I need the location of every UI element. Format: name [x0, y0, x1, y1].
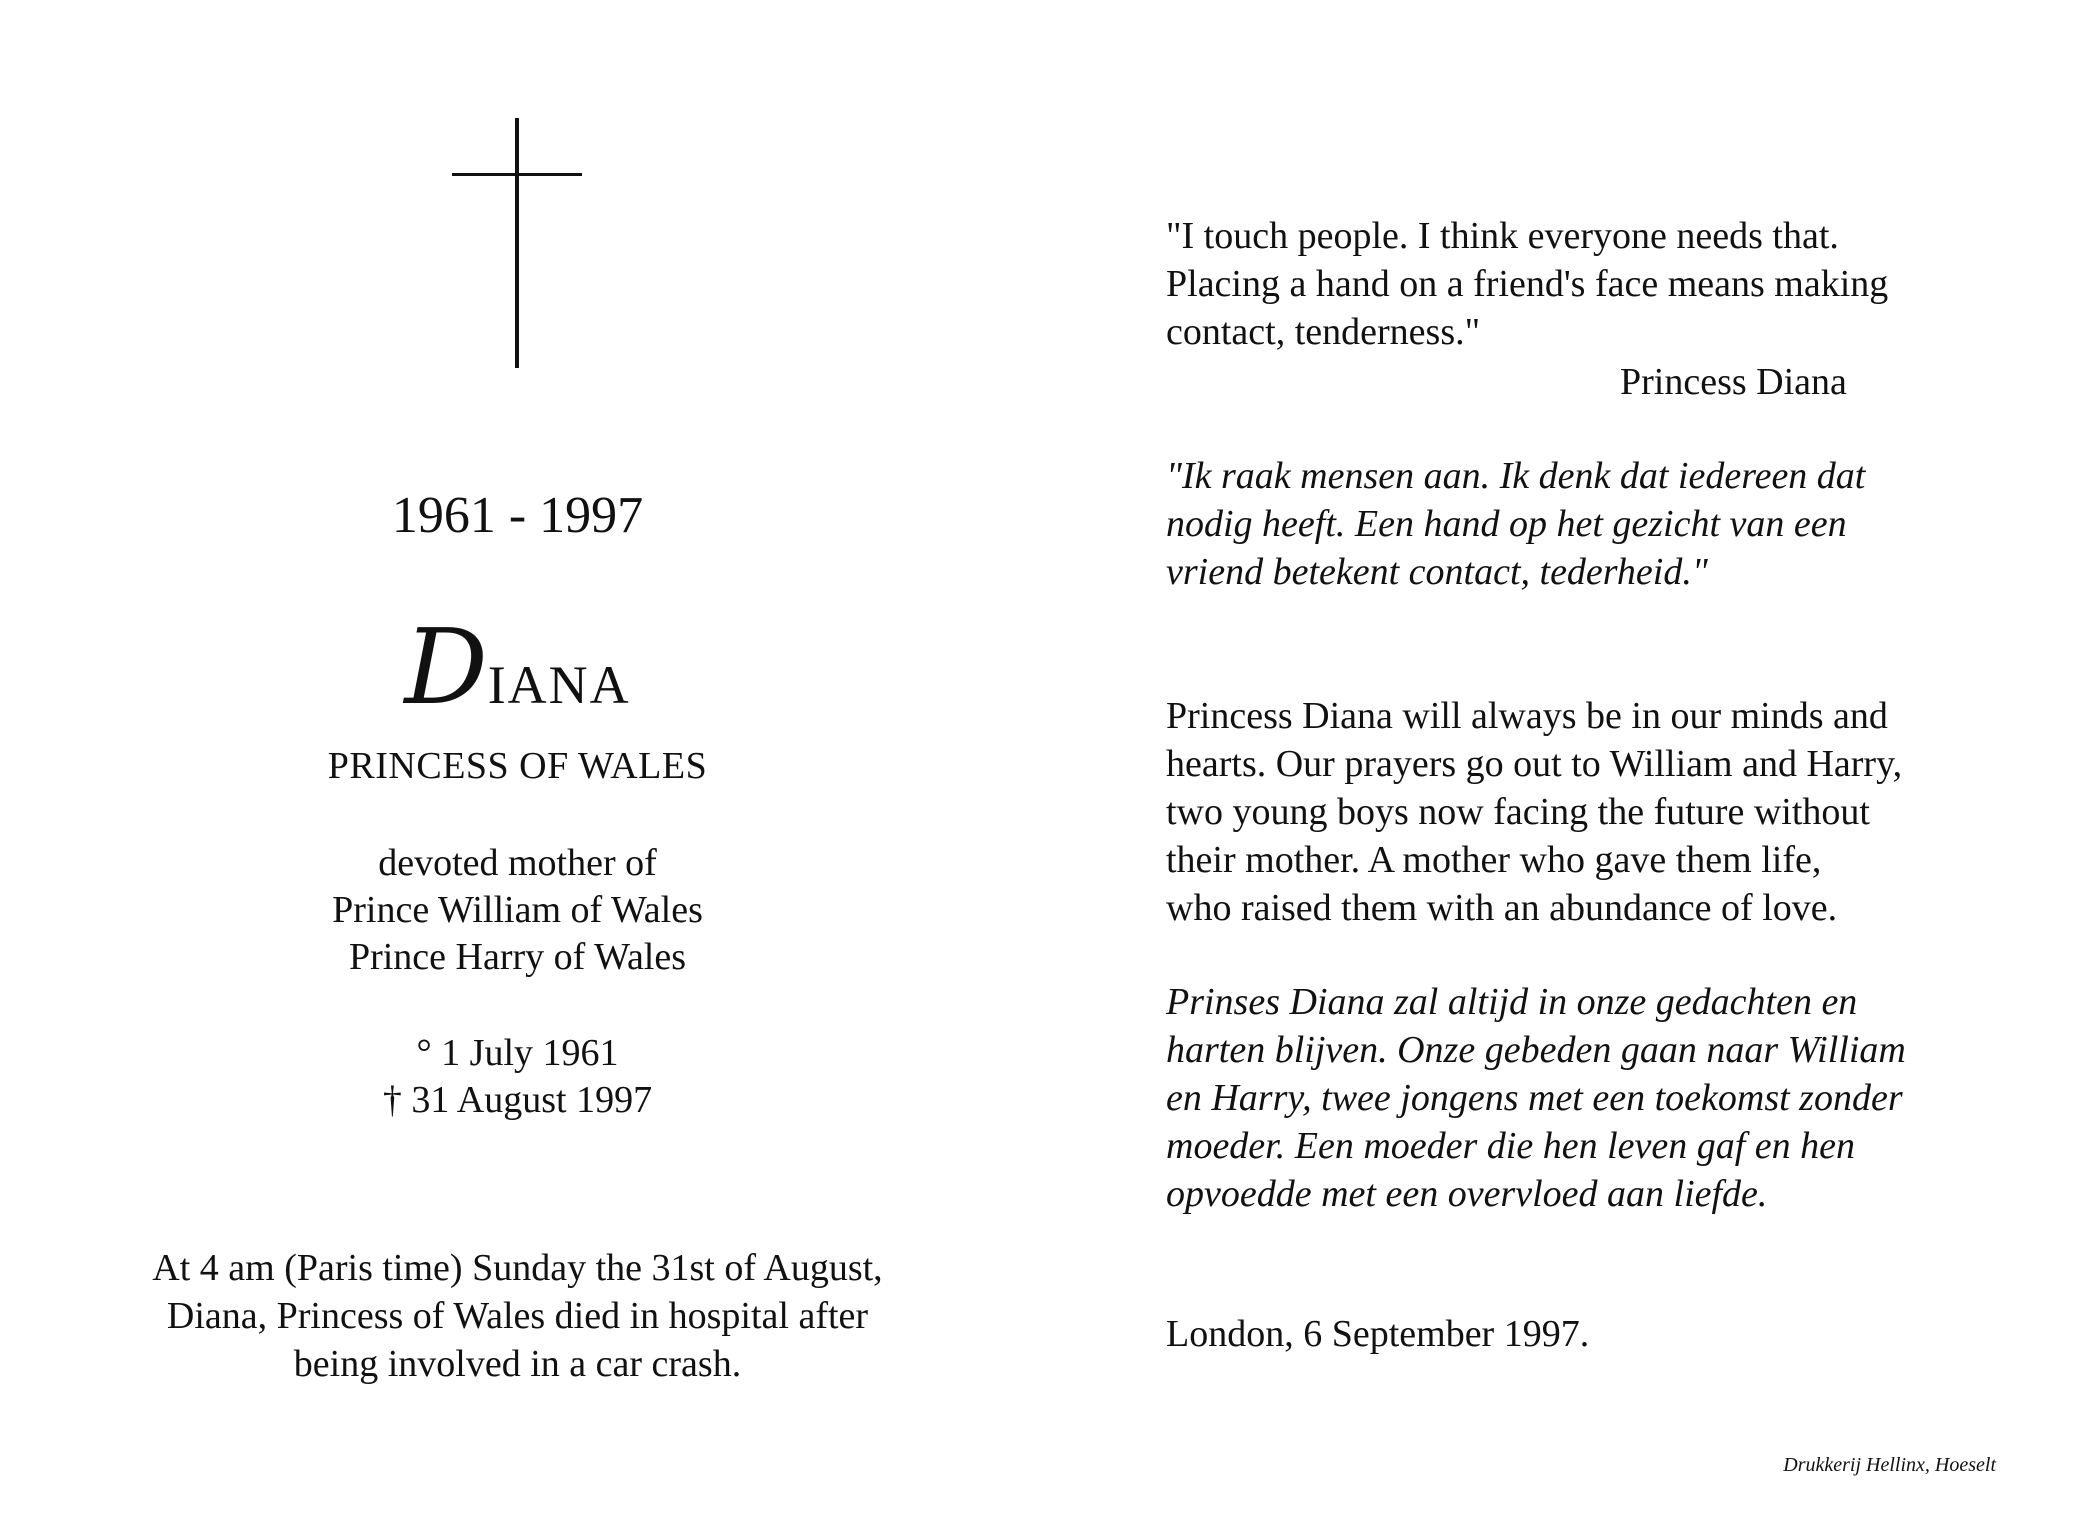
death-notice	[60, 1244, 975, 1388]
tribute-line: their mother. A mother who gave them life,	[1166, 839, 1822, 881]
tribute-line: Prinses Diana zal altijd in onze gedachten en	[1166, 981, 1858, 1023]
quote-english	[1166, 212, 2046, 356]
quote-line: nodig heeft. Een hand op het gezicht van een	[1166, 503, 1847, 545]
quote-line: "I touch people. I think everyone needs that.	[1166, 215, 1839, 257]
birth-date: ° 1 July 1961	[416, 1032, 619, 1074]
cross-icon	[452, 118, 582, 368]
quote-line: vriend betekent contact, tederheid."	[1166, 551, 1708, 593]
tribute-line: opvoedde met een overvloed aan liefde.	[1166, 1173, 1768, 1215]
death-date: † 31 August 1997	[382, 1079, 653, 1121]
mother-of-block	[60, 840, 975, 981]
life-years: 1961 - 1997	[391, 487, 644, 544]
quote-line: contact, tenderness."	[1166, 311, 1481, 353]
quote-line: Placing a hand on a friend's face means making	[1166, 263, 1889, 305]
tribute-line: en Harry, twee jongens met een toekomst zonder	[1166, 1077, 1903, 1119]
tribute-line: who raised them with an abundance of love.	[1166, 887, 1838, 929]
quote-line: "Ik raak mensen aan. Ik denk dat iedereen dat	[1166, 455, 1866, 497]
death-notice-line: being involved in a car crash.	[293, 1343, 742, 1385]
birth-death-dates	[60, 1030, 975, 1124]
tribute-line: Princess Diana will always be in our minds and	[1166, 695, 1888, 737]
tribute-line: harten blijven. Onze gebeden gaan naar William	[1166, 1029, 1906, 1071]
tribute-dutch	[1166, 978, 2046, 1218]
tribute-line: two young boys now facing the future without	[1166, 791, 1870, 833]
quote-author: Princess Diana	[1620, 361, 1847, 403]
death-notice-line: At 4 am (Paris time) Sunday the 31st of August,	[152, 1247, 883, 1289]
mother-line: devoted mother of	[378, 842, 657, 884]
printer-credit: Drukkerij Hellinx, Hoeselt	[1783, 1454, 1996, 1476]
tribute-english	[1166, 692, 2046, 932]
cross-vertical-bar	[515, 118, 519, 368]
mother-line: Prince William of Wales	[332, 889, 703, 931]
name-heading	[60, 606, 975, 728]
death-notice-line: Diana, Princess of Wales died in hospital after	[166, 1295, 869, 1337]
quote-dutch	[1166, 452, 2046, 596]
cross-horizontal-bar	[452, 173, 582, 176]
tribute-line: hearts. Our prayers go out to William and Harry,	[1166, 743, 1903, 785]
name-rest: IANA	[487, 655, 631, 715]
royal-title: PRINCESS OF WALES	[327, 745, 708, 787]
tribute-line: moeder. Een moeder die hen leven gaf en hen	[1166, 1125, 1856, 1167]
mother-line: Prince Harry of Wales	[348, 936, 687, 978]
place-and-date: London, 6 September 1997.	[1166, 1313, 1590, 1355]
name-initial: D	[404, 606, 488, 728]
